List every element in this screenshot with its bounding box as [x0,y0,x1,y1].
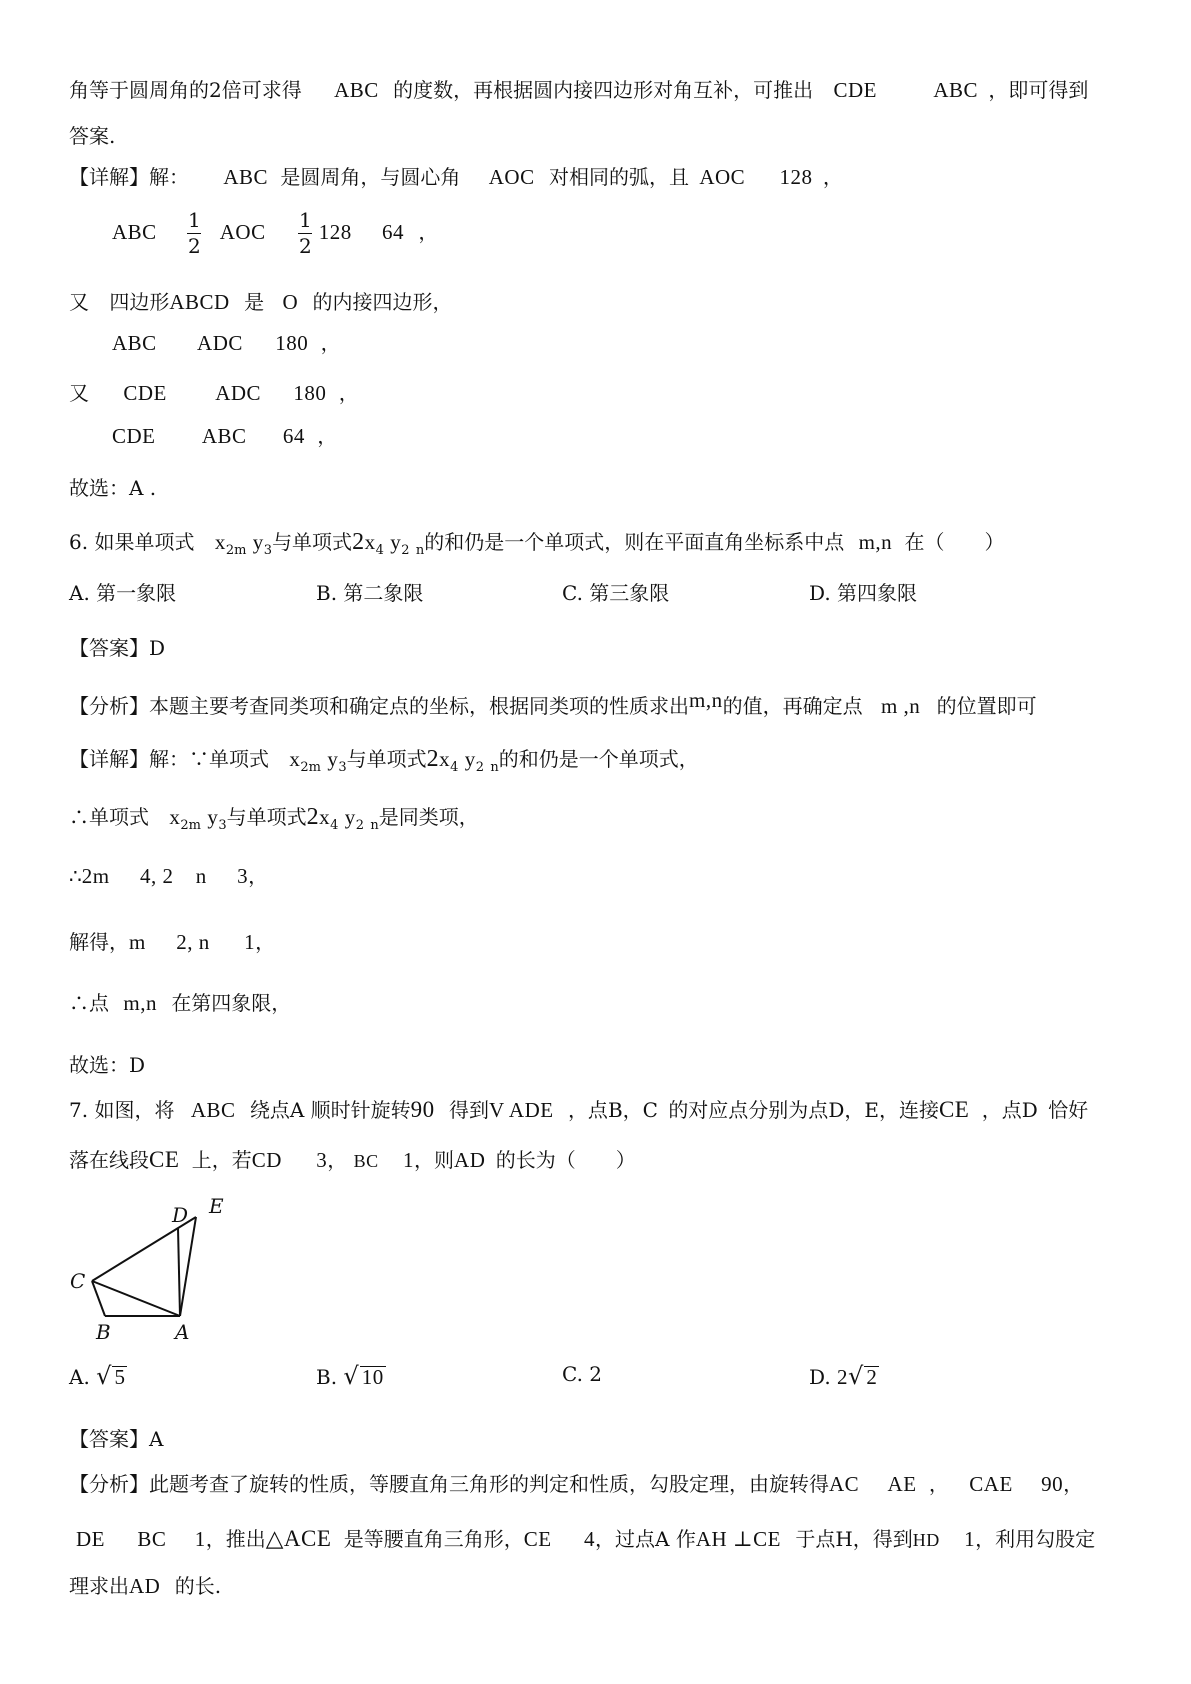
math: n [909,694,921,718]
text: 故选：A . [69,476,157,500]
math: 2 [837,1365,849,1389]
label-e: E [209,1194,224,1218]
text: 是等腰直角三角形， [343,1527,524,1551]
question-6-stem: 6. 如果单项式 $x_{2m}$ $y_3$与单项式$2x_4$ $y_2$ $_n$的和仍是一个单项式，则在平面直角坐标系中点 m,n 在（ ） [69,529,1005,558]
text: ，利用勾股定 [975,1527,1096,1551]
math: 180 [275,331,309,355]
text: 的位置即可 [936,694,1037,718]
text: 与单项式 [272,530,353,554]
text: ，则 [414,1148,455,1172]
segment-ea [180,1217,196,1316]
math: m [123,991,141,1015]
math: 4 [450,760,459,775]
option-c: C. 2 [562,1362,603,1386]
text-line [69,167,843,188]
text: ，连接 [878,1098,939,1122]
math: 3 [316,1148,328,1172]
text-line [69,292,452,313]
math: ADC [215,381,262,405]
math: x [214,530,226,554]
text: 角等于圆周角的 [69,78,209,102]
text: ，得到 [852,1527,913,1551]
math: HD [912,1530,940,1550]
math: 128 [318,220,352,244]
section-tag: 【答案】 [69,1427,149,1451]
math: y [252,530,264,554]
math: n [490,760,499,775]
math: m [880,694,898,718]
math: ABCD [169,290,230,314]
text: ， [338,381,359,405]
option-d: D. 2√ 2 [809,1362,878,1390]
math: CE [938,1097,970,1122]
text: 又 [69,381,89,405]
math: ABC [933,78,979,102]
math: ABC [223,165,269,189]
text: 答案. [69,124,116,148]
text: 本题主要考查同类项和确定点的坐标，根据同类项的性质求出 [149,694,689,718]
text: ，即可得到 [988,78,1089,102]
math: CDE [112,424,156,448]
analysis-line [76,1527,1095,1550]
answer-line [69,638,165,658]
text: 的长. [174,1574,222,1598]
text-line [69,80,1088,101]
text: ， [317,424,338,448]
math: AC [829,1472,860,1496]
text: 的和仍是一个单项式， [498,747,699,771]
text: 对相同的弧，且 [548,165,689,189]
text: ，推出 [205,1527,266,1551]
label-d: D [172,1203,189,1227]
analysis-line [69,1576,221,1597]
text: C [642,1098,658,1122]
math: AOC [699,165,746,189]
math: 2 [866,1365,878,1389]
section-tag: 【分析】 [69,1472,149,1496]
text: 倍可求得 [221,78,302,102]
text: 6. 如果单项式 [69,530,195,554]
option-a: A. 第一象限 [69,581,177,605]
text: 在（ ） [904,530,1005,554]
math: ABC [112,331,157,355]
math: 2 [475,760,485,775]
label-c: C [70,1269,86,1293]
text: 的度数，再根据圆内接四边形对角互补，可推出 [393,78,814,102]
text: 的对应点分别为点 [668,1098,829,1122]
math: 2 [401,543,410,558]
text: 上，若 [191,1148,252,1172]
math: n [145,991,157,1015]
math: ABC [112,220,157,244]
math: x [169,805,181,829]
text: ，过点 [595,1527,655,1551]
math: △ACE [265,1526,332,1551]
math: 3 [338,760,347,775]
math: 2m [225,543,247,558]
text: 的长为（ ） [495,1148,636,1172]
math: n [195,864,207,888]
text: 是 [244,290,265,314]
math: ABC [201,424,247,448]
math: CE [149,1147,180,1172]
math: 10 [361,1365,384,1389]
text: ， [248,864,269,888]
math: AOC [488,165,535,189]
geometry-figure [62,1185,252,1345]
math: x [364,530,376,554]
text: 与单项式 [226,805,307,829]
option-label: B. [316,1365,338,1389]
math: x [319,805,331,829]
math: x [289,747,301,771]
text: 理求出 [69,1574,129,1598]
math: CDE [833,78,877,102]
segment-da [178,1228,180,1316]
math: 64 [282,424,305,448]
question-7-stem-cont [69,1148,636,1171]
answer-value: A [149,1427,164,1451]
numerator: 1 [188,208,201,232]
text-line [69,1055,145,1075]
option-a: A. √ 5 [69,1362,126,1390]
text: ， [327,1148,348,1172]
math: m [858,530,876,554]
answer-value: D [149,636,166,660]
math: AE [887,1472,917,1496]
text: D [1021,1098,1038,1122]
text: 2 [209,78,222,102]
text: D [828,1098,845,1122]
math: 4 [375,543,384,558]
text-line [112,333,341,354]
text: ， [844,1098,865,1122]
text: ，点 [981,1098,1022,1122]
text: ， [928,1472,949,1496]
text: 解： [149,165,189,189]
text: 此题考查了旋转的性质，等腰直角三角形的判定和性质，勾股定理，由旋转得 [149,1472,829,1496]
numerator: 1 [298,208,312,232]
text: H [835,1527,853,1551]
text-line [69,747,699,774]
math: 2 [355,818,365,833]
math: CD [251,1148,282,1172]
math: ABC [334,78,379,102]
text: ， [1063,1472,1084,1496]
text: 是圆周角，与圆心角 [280,165,461,189]
math: DE [76,1527,105,1551]
text: 又 [69,290,89,314]
math: 1 [244,930,256,954]
answer-line [69,1429,163,1449]
math: 2 [306,804,320,830]
text: E [864,1098,879,1122]
text: ∴点 [69,991,109,1015]
fraction [187,210,201,257]
segment-ca [92,1281,180,1316]
math: y [464,747,476,771]
text: 四边形 [109,290,170,314]
text-line [69,932,275,953]
math: 2m [81,864,110,888]
math: y [344,805,356,829]
denominator: 2 [298,234,312,258]
text: ， [822,165,843,189]
text: 在第四象限， [171,991,292,1015]
math: BC [353,1151,379,1171]
text: ∴ [69,864,82,888]
text: 于点 [795,1527,836,1551]
math: AOC [219,220,266,244]
math: 4, 2 [139,864,174,888]
math: m [689,688,706,712]
math: AD [454,1148,486,1172]
math: AH ⊥CE [695,1527,781,1551]
math: 2 [426,746,440,772]
math: CDE [123,381,167,405]
text: 落在线段 [69,1148,149,1172]
math: x [439,747,451,771]
math: 128 [779,165,813,189]
option-d: D. 第四象限 [809,581,918,605]
math: CAE [969,1472,1013,1496]
text: ， [320,331,341,355]
math: 2m [180,818,201,833]
text-line [112,210,438,257]
math: 90 [1041,1472,1064,1496]
math: 2m [300,760,321,775]
math: 2, n [176,930,210,954]
analysis-line [69,1474,1083,1495]
text-line [69,383,359,404]
label-b: B [96,1320,111,1344]
math: BC [137,1527,167,1551]
section-tag: 【分析】 [69,694,149,718]
text: 得到 [449,1098,490,1122]
text: 7. 如图，将 [69,1098,175,1122]
text: 顺时针旋转 [310,1098,411,1122]
math: y [327,747,339,771]
math: y [207,805,219,829]
text: B [607,1098,623,1122]
text-line: ∴点 m,n 在第四象限， [69,991,292,1015]
text: 的内接四边形， [312,290,453,314]
math: O [282,290,299,314]
text: 解得， [69,930,129,954]
fraction [298,210,312,257]
text: A [289,1098,305,1122]
math: ABC [190,1098,236,1122]
text: ， [622,1098,643,1122]
math: m [129,930,146,954]
text: 作 [675,1527,696,1551]
math: 4 [584,1527,595,1551]
math: n [711,688,723,712]
math: 2 [352,529,365,555]
question-7-stem [69,1098,1088,1121]
option-c: C. 第三象限 [562,581,670,605]
text: 与单项式 [346,747,427,771]
math: n [415,543,425,558]
text: ， [255,930,276,954]
section-tag: 【详解】 [69,165,149,189]
label-a: A [175,1320,190,1344]
math: AD [129,1574,161,1598]
text: ∴单项式 [69,805,149,829]
text: 故选：D [69,1053,146,1077]
text: 的值，再确定点 [722,694,863,718]
math: 1 [964,1527,976,1551]
math: 1 [194,1527,206,1551]
text-line [69,126,115,146]
option-label: A. [69,1365,90,1389]
math: 4 [330,818,339,833]
math: 3 [218,818,227,833]
math: n [881,530,893,554]
text: 解：∵单项式 [149,747,269,771]
option-label: D. [809,1365,831,1389]
math: CE [523,1527,552,1551]
math: 3 [237,864,249,888]
math: 90 [410,1097,435,1122]
text-line [69,866,268,887]
option-b: B. √ 10 [316,1362,384,1390]
math: n [370,818,379,833]
math: 3 [263,543,273,558]
text: 的和仍是一个单项式，则在平面直角坐标系中点 [424,530,845,554]
text: 恰好 [1048,1098,1089,1122]
text-line [69,478,156,498]
text: A [655,1527,670,1551]
text-line [69,805,479,832]
math: 180 [293,381,327,405]
text: ， [418,220,439,244]
math: ADC [197,331,243,355]
math: 1 [403,1148,415,1172]
math: 64 [382,220,405,244]
option-b: B. 第二象限 [316,581,424,605]
text: 是同类项， [378,805,479,829]
math: 5 [114,1365,126,1389]
section-tag: 【答案】 [69,636,149,660]
text-line [112,426,337,447]
text: ，点 [567,1098,608,1122]
analysis-line: 【分析】本题主要考查同类项和确定点的坐标，根据同类项的性质求出m,n的值，再确定点 m ,n 的位置即可 [69,688,1037,718]
denominator: 2 [188,234,201,258]
math: V ADE [489,1098,554,1122]
section-tag: 【详解】 [69,747,149,771]
text: 绕点 [249,1098,290,1122]
math: y [390,530,402,554]
